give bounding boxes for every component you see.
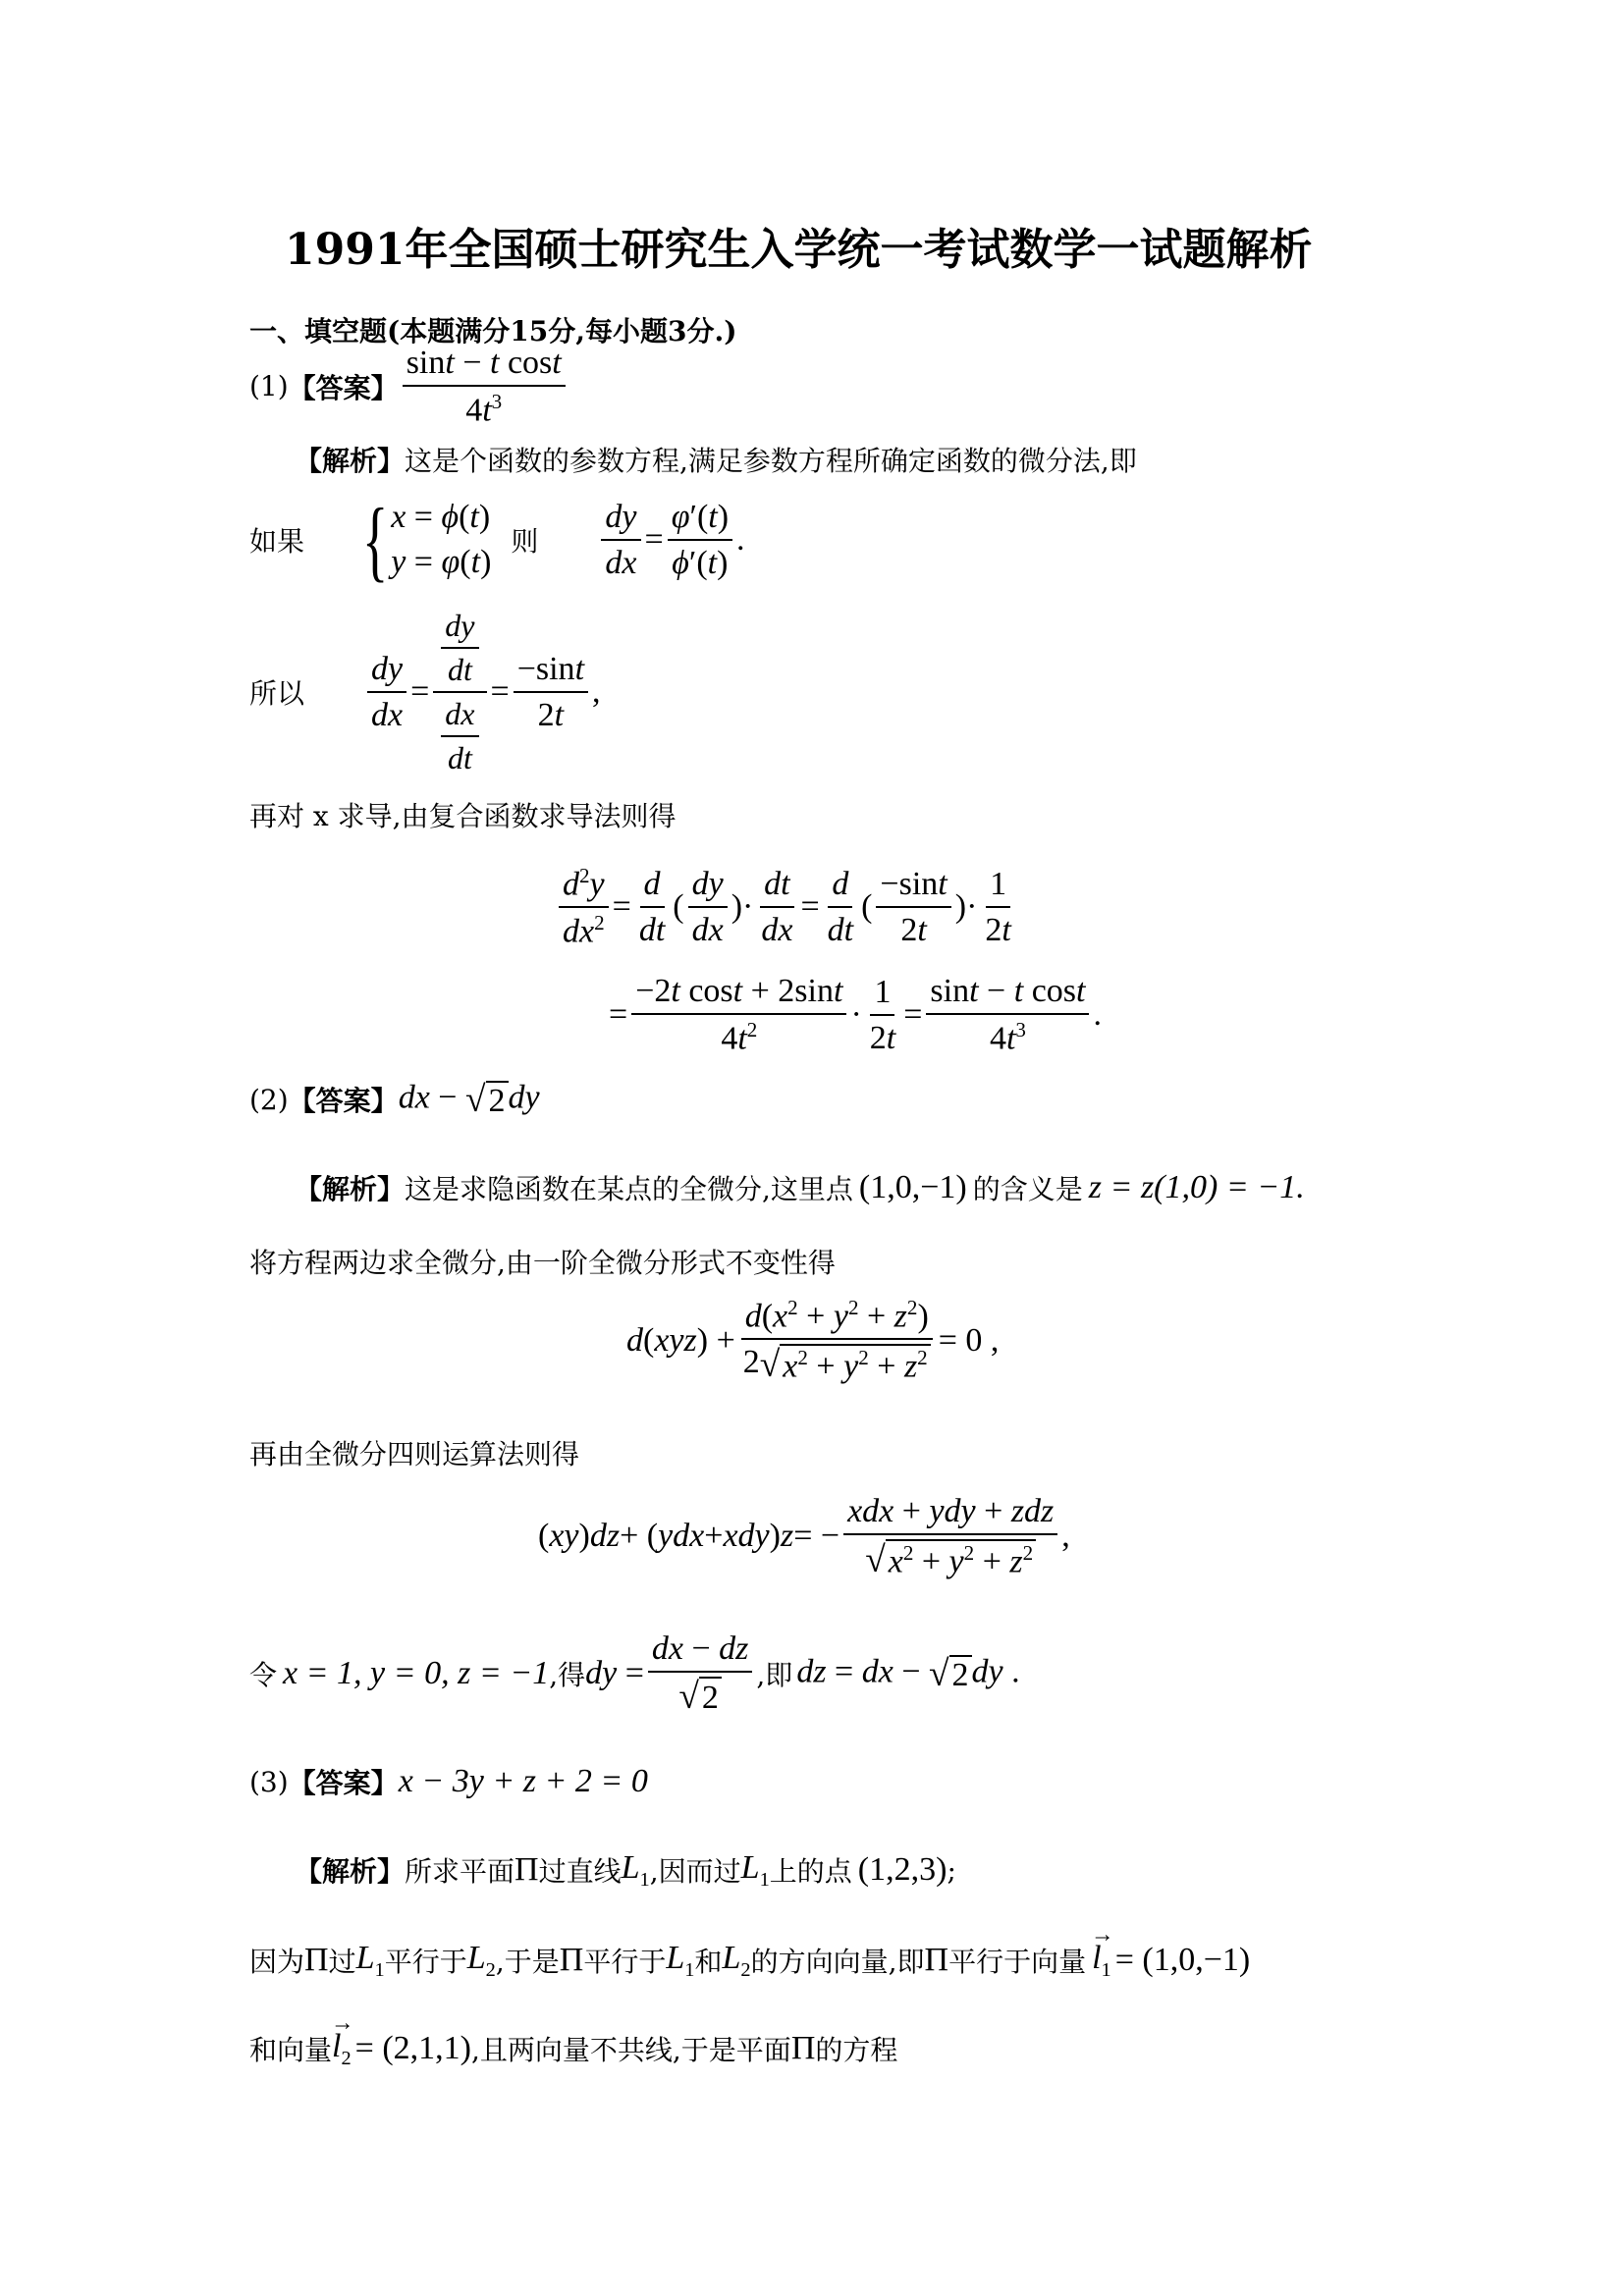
q3-text: 平行于 — [583, 1946, 667, 1978]
q1-next-text: 再对 x 求导,由复合函数求导法则得 — [249, 800, 677, 832]
q3-text: 过直线 — [538, 1855, 622, 1888]
q2-get-label: ,得 — [549, 1659, 586, 1691]
section-heading: 一、填空题(本题满分15分,每小题3分.) — [249, 315, 737, 347]
q1-answer-line — [249, 344, 569, 430]
q3-answer-formula: x − 3y + z + 2 = 0 — [398, 1763, 648, 1799]
line-l1: $L_1$ — [740, 1848, 770, 1891]
q3-text: 上的点 — [769, 1855, 852, 1888]
q3-number: (3) — [249, 1765, 289, 1798]
line-l1: $L_1$ — [666, 1939, 695, 1981]
q2-meaning: z = z(1,0) = −1. — [1088, 1169, 1305, 1205]
q3-text: ,于是 — [495, 1946, 560, 1978]
q3-text: 和 — [694, 1946, 723, 1978]
q2-text3: 再由全微分四则运算法则得 — [249, 1438, 580, 1470]
q1-so-line — [249, 609, 601, 775]
q3-text: 平行于 — [384, 1946, 467, 1978]
q1-first-derivative: $\frac{dy}{dx}$ = $\frac{\frac{dy}{dt}}{\frac{dx}{dt}}$ = $\frac{-\sin t}{2t}$ , — [363, 608, 601, 775]
q3-text: 所求平面 — [405, 1855, 515, 1888]
q3-text: 的方向向量,即 — [750, 1946, 925, 1978]
line-l1: $L_1$ — [621, 1848, 650, 1891]
q1-second-derivative-1: $\frac{d^2y}{dx^2}$ = $\frac{d}{dt}$ ( $\frac{dy}{dx}$ )· $\frac{dt}{dx}$ = $\frac{d}{dt}$ ( $\frac{-\sin t}{2t}$ )· $\frac{1}{2t}$ — [555, 864, 1019, 951]
line-l2: $L_2$ — [722, 1939, 751, 1981]
q2-dz-formula: dz = dx − √2dy . — [796, 1652, 1020, 1694]
q3-answer-tag: 【答案】 — [288, 1767, 399, 1799]
q2-point: (1,0,−1) — [858, 1169, 967, 1205]
q2-let-label: 令 — [249, 1659, 278, 1691]
q1-answer-formula: $\frac{\text{sint − t cost}}{4t^3}$ — [403, 344, 566, 430]
q3-text: 因为 — [249, 1946, 305, 1978]
q1-then-label: 则 — [511, 525, 539, 558]
pi-symbol: Π — [924, 1942, 949, 1978]
q3-answer-line — [249, 1762, 648, 1801]
q2-answer-line — [249, 1080, 540, 1119]
q2-text2: 将方程两边求全微分,由一阶全微分形式不变性得 — [249, 1247, 836, 1279]
q2-analysis — [295, 1168, 1305, 1207]
pi-symbol: Π — [790, 2030, 816, 2066]
q2-analysis-mid: 的含义是 — [972, 1173, 1083, 1205]
q1-answer-tag: 【答案】 — [288, 371, 399, 404]
q2-analysis-tag: 【解析】 — [295, 1173, 406, 1205]
q2-answer-formula: dx − √2dy — [398, 1078, 540, 1120]
line-l1: $L_1$ — [355, 1939, 385, 1981]
line-l2: $L_2$ — [466, 1939, 496, 1981]
q2-answer-tag: 【答案】 — [288, 1085, 399, 1117]
q2-total-differential: d ( xyz ) + $\frac{d(x^2 + y^2 + z^2)}{2√x^2 + y^2 + z^2}$ = 0 , — [626, 1296, 1000, 1386]
vector-l1: → $l_1$ — [1092, 1940, 1111, 1982]
q2-let-line — [249, 1629, 1020, 1718]
q1-so-label: 所以 — [249, 677, 305, 710]
q1-if-then — [249, 491, 745, 589]
q3-text: ,因而过 — [649, 1855, 741, 1888]
q1-param-system: { x = ϕ(t) y = φ(t) — [361, 490, 492, 590]
q2-analysis-text: 这是求隐函数在某点的全微分,这里点 — [405, 1173, 853, 1205]
q2-arithmetic-equation: ( xy ) dz + ( ydx + xdy ) z = − $\frac{\text{xdx + ydy + zdz}}{√x^2 + y^2 + z^2}$ , — [538, 1493, 1070, 1580]
q1-analysis — [295, 440, 1137, 479]
vector-l2: → $l_2$ — [332, 2028, 352, 2070]
q2-let-values: x = 1, y = 0, z = −1 — [283, 1655, 550, 1691]
q3-analysis-line1 — [295, 1850, 956, 1890]
q3-text: ; — [947, 1853, 956, 1887]
q2-ie-label: ,即 — [756, 1659, 793, 1691]
q3-analysis-line2 — [249, 1939, 1250, 1982]
pi-symbol: Π — [304, 1942, 329, 1978]
q2-number: (2) — [249, 1083, 289, 1116]
q3-point: (1,2,3) — [857, 1851, 947, 1888]
vector-l2-value: = (2,1,1) — [354, 2030, 471, 2066]
pi-symbol: Π — [514, 1851, 539, 1888]
q3-text: 的方程 — [815, 2034, 898, 2066]
vector-l1-value: = (1,0,−1) — [1114, 1942, 1251, 1978]
q1-if-label: 如果 — [249, 525, 305, 558]
q1-analysis-tag: 【解析】 — [295, 445, 406, 477]
q1-second-derivative-2: = $\frac{\text{−2t cost + 2sint}}{4t^2}$ · $\frac{1}{2t}$ = $\frac{\text{sint − t cost}}{4t^3}$ . — [609, 973, 1102, 1057]
q3-text: 和向量 — [249, 2034, 333, 2066]
q2-dy-formula: dy = $\frac{dx - dz}{√2}$ — [585, 1629, 756, 1719]
pi-symbol: Π — [559, 1942, 584, 1978]
q3-text: ,且两向量不共线,于是平面 — [471, 2034, 791, 2066]
q1-number: (1) — [249, 370, 289, 403]
q1-analysis-text: 这是个函数的参数方程,满足参数方程所确定函数的微分法,即 — [405, 445, 1137, 477]
q3-text: 过 — [328, 1946, 356, 1978]
q3-analysis-tag: 【解析】 — [295, 1855, 406, 1888]
q1-derivative-rule: $\frac{dy}{dx}$ = $\frac{\varphi'(t)}{\phi'(t)}$ . — [597, 498, 744, 582]
page-title: 1991年全国硕士研究生入学统一考试数学一试题解析 — [285, 225, 1313, 275]
q3-analysis-line3 — [249, 2027, 897, 2070]
q3-text: 平行于向量 — [948, 1946, 1087, 1978]
